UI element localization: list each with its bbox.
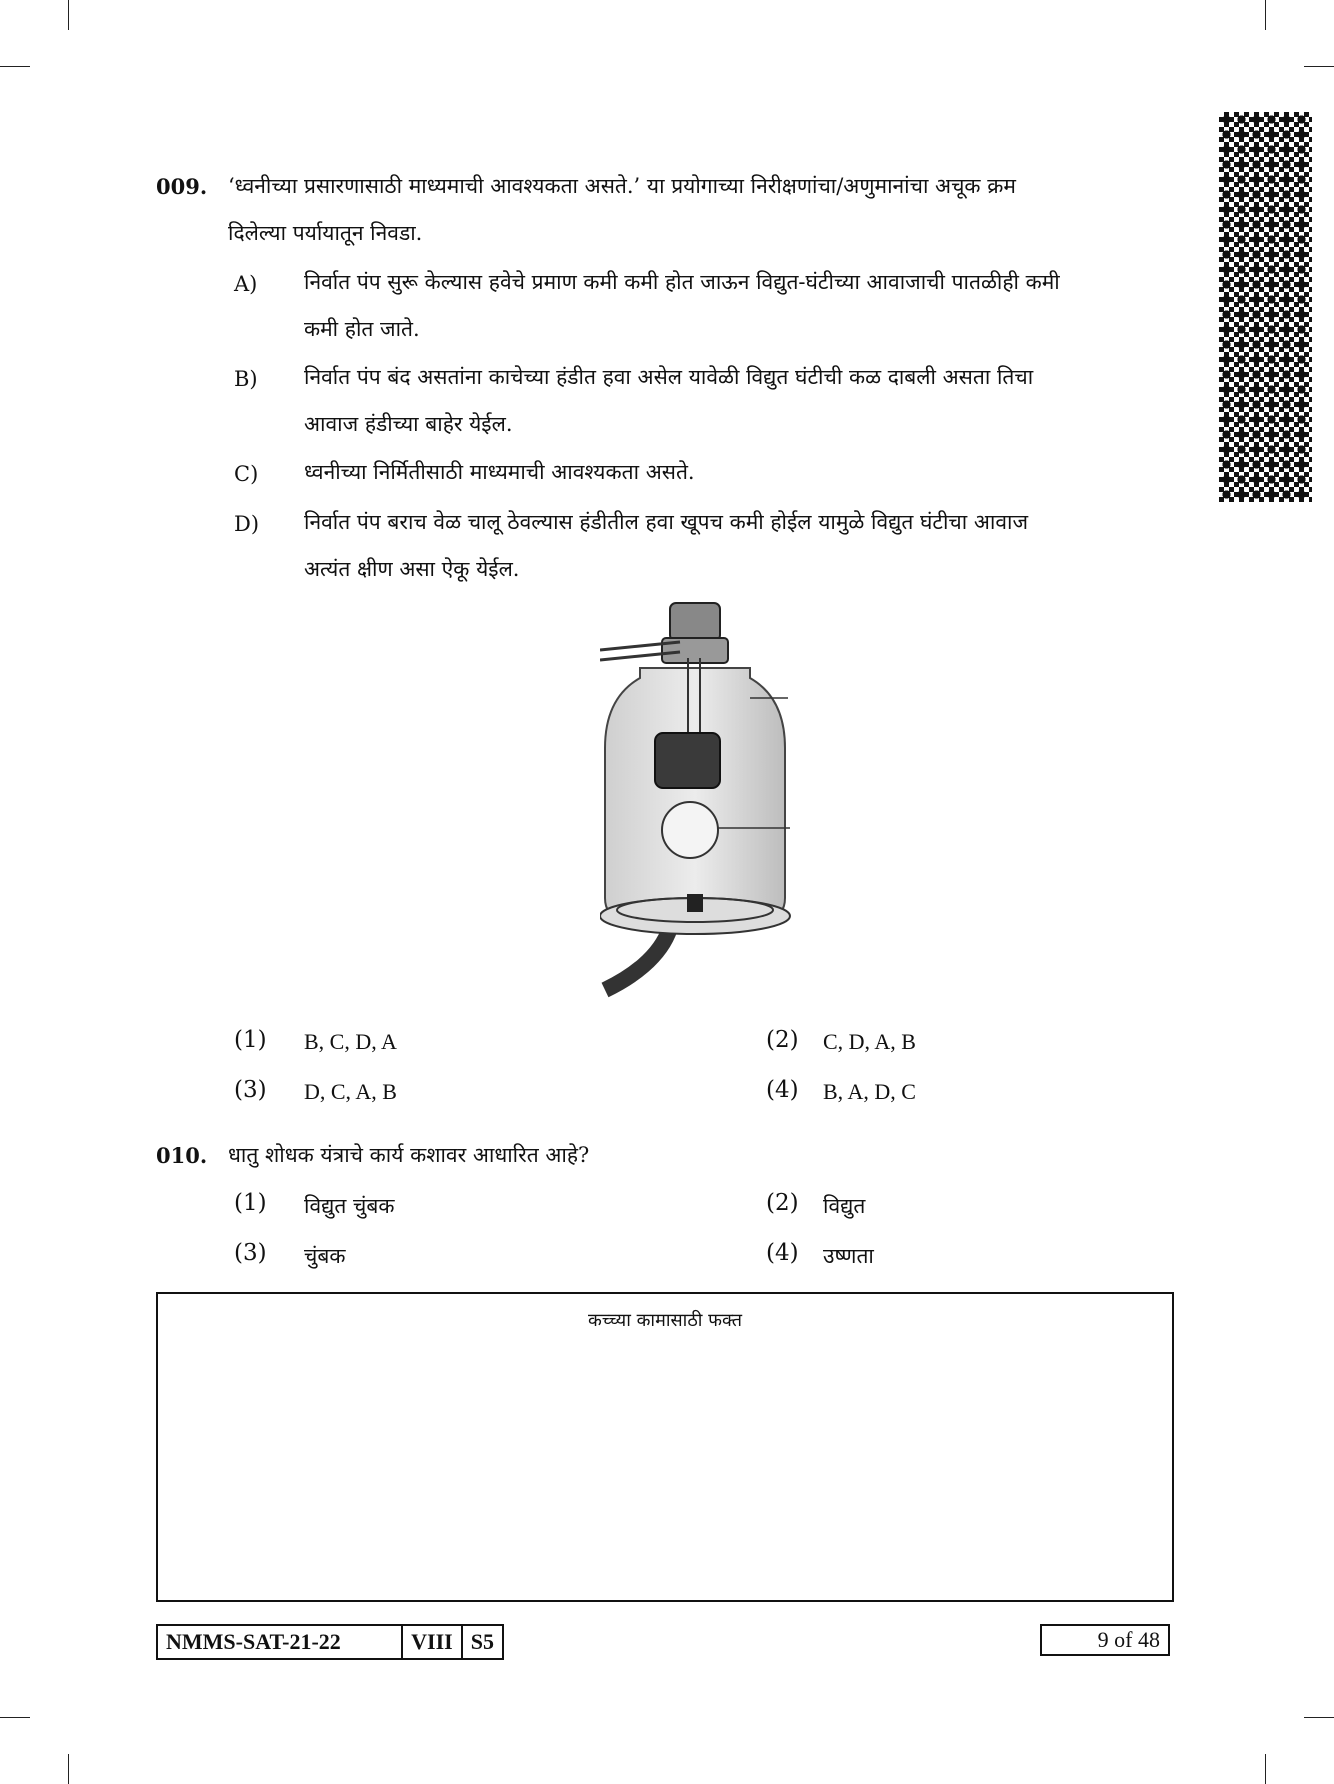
rough-work-title: कच्च्या कामासाठी फक्त: [588, 1310, 742, 1331]
option-text[interactable]: उष्णता: [823, 1244, 874, 1268]
crop-mark: [1265, 0, 1266, 30]
option-number: (3): [234, 1240, 267, 1266]
option-text[interactable]: B, A, D, C: [823, 1079, 916, 1104]
exam-code: NMMS-SAT-21-22: [166, 1629, 341, 1654]
footer-code-box: [156, 1624, 504, 1660]
option-number: (4): [766, 1240, 799, 1266]
cork-stopper: [670, 603, 720, 641]
option-number: (3): [234, 1077, 267, 1103]
option-number: (1): [234, 1190, 267, 1216]
crop-mark: [1304, 66, 1334, 67]
question-number: 010.: [156, 1143, 208, 1168]
statement-line: निर्वात पंप सुरू केल्यास हवेचे प्रमाण कमी कमी होत जाऊन विद्युत-घंटीच्या आवाजाची पातळीही कमी: [304, 270, 1060, 294]
statement-text: [304, 499, 1184, 593]
option-text[interactable]: चुंबक: [304, 1244, 346, 1268]
statement-letter: B): [234, 367, 258, 391]
statement-text: [304, 354, 1184, 448]
glass-jar: [605, 668, 785, 918]
statement-line: निर्वात पंप बंद असतांना काचेच्या हंडीत हवा असेल यावेळी विद्युत घंटीची कळ दाबली असता तिचा: [304, 365, 1034, 389]
option-text[interactable]: विद्युत चुंबक: [304, 1194, 395, 1218]
statement-text: [304, 259, 1184, 353]
option-number: (4): [766, 1077, 799, 1103]
crop-mark: [1304, 1717, 1334, 1718]
set-label: S5: [461, 1626, 502, 1658]
statement-text: [304, 449, 1184, 496]
page-number: 9 of 48: [1040, 1624, 1170, 1656]
question-number: 009.: [156, 174, 208, 199]
crop-mark: [1265, 1754, 1266, 1784]
statement-line: ध्वनीच्या निर्मितीसाठी माध्यमाची आवश्यकता असते.: [304, 460, 695, 484]
question-stem: [228, 163, 1178, 257]
crop-mark: [68, 0, 69, 30]
bell-gong: [662, 802, 718, 858]
statement-line: कमी होत जाते.: [304, 317, 420, 341]
statement-line: अत्यंत क्षीण असा ऐकू येईल.: [304, 557, 520, 581]
crop-mark: [0, 66, 30, 67]
question-stem: धातु शोधक यंत्राचे कार्य कशावर आधारित आहे?: [228, 1143, 590, 1167]
option-number: (1): [234, 1027, 267, 1053]
crop-mark: [68, 1754, 69, 1784]
statement-letter: C): [234, 462, 259, 486]
option-text[interactable]: D, C, A, B: [304, 1079, 397, 1104]
option-text[interactable]: B, C, D, A: [304, 1029, 397, 1054]
question-stem-line: दिलेल्या पर्यायातून निवडा.: [228, 221, 423, 245]
side-pattern: [1219, 112, 1312, 502]
crop-mark: [0, 1717, 30, 1718]
question-stem-line: ‘ध्वनीच्या प्रसारणासाठी माध्यमाची आवश्यकता असते.’ या प्रयोगाच्या निरीक्षणांचा/अणुमानांचा अचूक क्रम: [228, 174, 1016, 198]
statement-letter: D): [234, 512, 260, 536]
option-text[interactable]: C, D, A, B: [823, 1029, 916, 1054]
statement-line: आवाज हंडीच्या बाहेर येईल.: [304, 412, 513, 436]
option-number: (2): [766, 1027, 799, 1053]
electric-bell: [655, 733, 720, 788]
pump-outlet: [687, 894, 703, 912]
statement-line: निर्वात पंप बराच वेळ चालू ठेवल्यास हंडीतील हवा खूपच कमी होईल यामुळे विद्युत घंटीचा आवाज: [304, 510, 1029, 534]
option-number: (2): [766, 1190, 799, 1216]
class-label: VIII: [401, 1626, 461, 1658]
rough-work-box[interactable]: [156, 1292, 1174, 1602]
statement-letter: A): [234, 272, 258, 296]
vacuum-pipe: [605, 928, 670, 990]
bell-jar-diagram: [600, 598, 800, 998]
option-text[interactable]: विद्युत: [823, 1194, 866, 1218]
